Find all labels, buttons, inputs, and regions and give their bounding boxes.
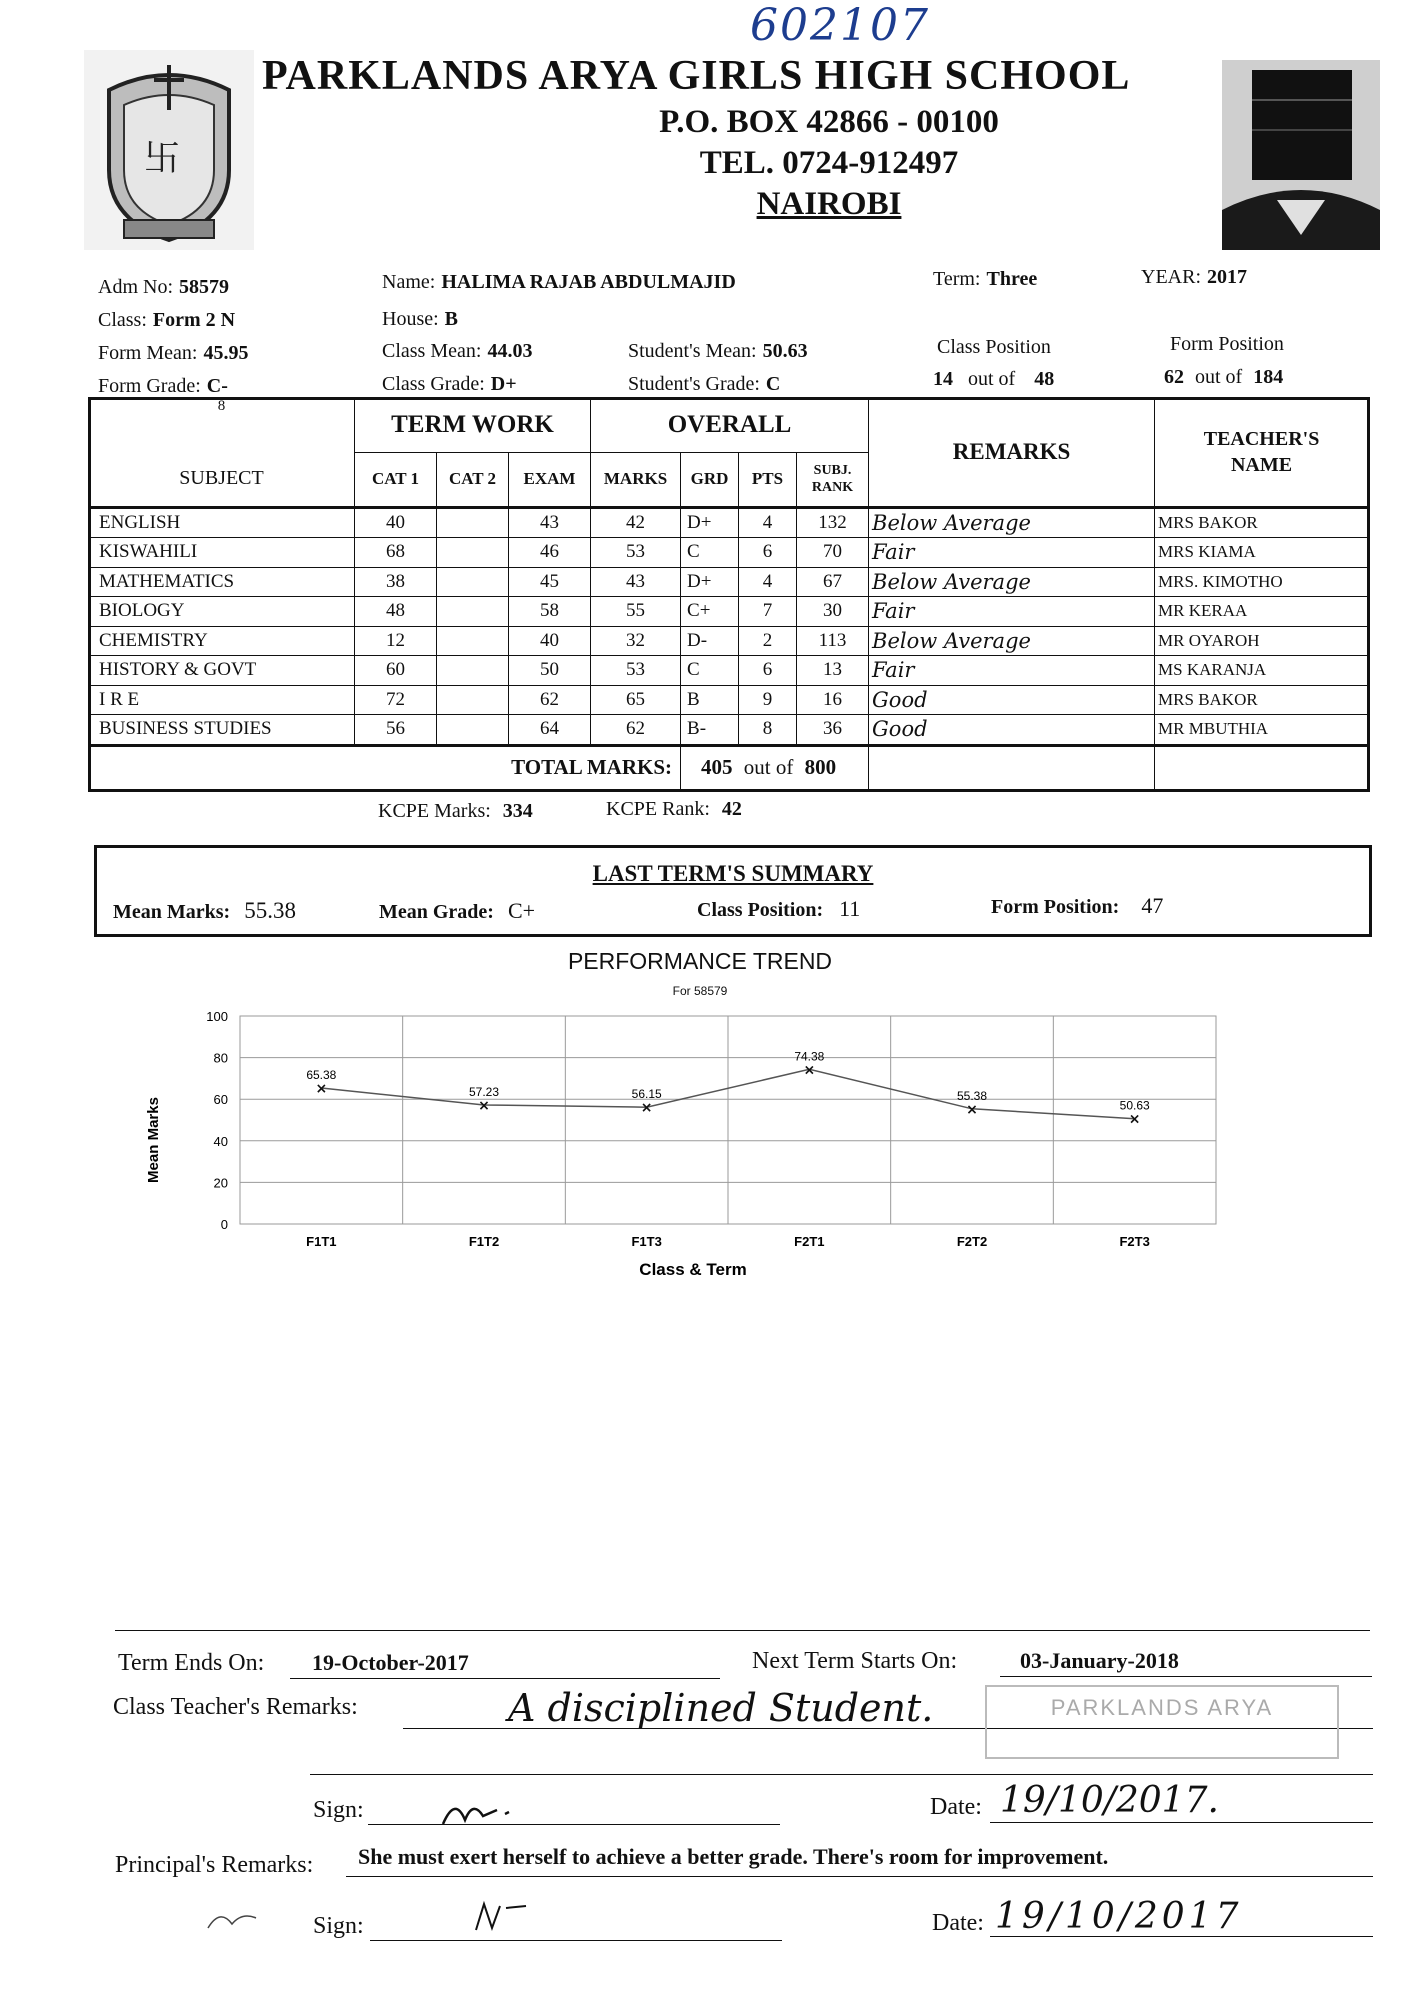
term-field: Term: Three <box>933 268 1038 290</box>
marks-table <box>88 397 1368 790</box>
cell-teacher: MR OYAROH <box>1155 626 1369 656</box>
cell-subject: I R E <box>89 685 355 715</box>
chart-y-tick-label: 20 <box>213 1175 228 1191</box>
principal-sign-label: Sign: <box>313 1913 364 1939</box>
cell-cat1: 12 <box>355 626 437 656</box>
class-grade-field: Class Grade: D+ <box>382 373 517 395</box>
cell-pts: 9 <box>739 685 797 715</box>
principal-remark-text: She must exert herself to achieve a better grade. There's room for improvement. <box>358 1844 1109 1869</box>
teacher-sign-label: Sign: <box>313 1797 364 1823</box>
cell-cat1: 40 <box>355 507 437 538</box>
chart-subtitle: For 58579 <box>672 984 728 998</box>
cell-pts: 7 <box>739 597 797 627</box>
term-work-header: TERM WORK <box>355 398 591 453</box>
cell-cat1: 72 <box>355 685 437 715</box>
cell-exam: 43 <box>509 507 591 538</box>
school-name: PARKLANDS ARYA GIRLS HIGH SCHOOL <box>262 53 1131 99</box>
chart-y-tick-label: 80 <box>213 1050 228 1066</box>
cell-pts: 6 <box>739 656 797 686</box>
cell-remarks: Below Average <box>869 507 1155 538</box>
cell-rank: 36 <box>797 715 869 746</box>
cell-remarks: Below Average <box>869 567 1155 597</box>
cell-cat2 <box>437 538 509 568</box>
form-position-label: Form Position <box>1170 333 1284 355</box>
cell-teacher: MS KARANJA <box>1155 656 1369 686</box>
cell-marks: 62 <box>591 715 681 746</box>
cell-cat2 <box>437 656 509 686</box>
last-term-class-position: Class Position: 11 <box>697 896 861 921</box>
remarks-header: REMARKS <box>869 398 1155 508</box>
cell-rank: 13 <box>797 656 869 686</box>
cell-teacher: MR KERAA <box>1155 597 1369 627</box>
chart-y-tick-label: 0 <box>220 1217 228 1232</box>
points-header: PTS <box>739 452 797 507</box>
cell-cat2 <box>437 626 509 656</box>
subject-rank-header: SUBJ. RANK <box>797 452 869 507</box>
student-name-field: Name: HALIMA RAJAB ABDULMAJID <box>382 271 736 293</box>
cell-grd: C <box>681 656 739 686</box>
cell-grd: C <box>681 538 739 568</box>
last-term-title: LAST TERM'S SUMMARY <box>592 861 874 886</box>
cell-marks: 53 <box>591 538 681 568</box>
total-marks-value: 405 out of 800 <box>681 745 869 789</box>
class-position-value: 14 out of 48 <box>933 368 1055 390</box>
principal-date-handwriting: 19/10/2017 <box>995 1896 1243 1937</box>
cell-pts: 4 <box>739 507 797 538</box>
cell-subject: BUSINESS STUDIES <box>89 715 355 746</box>
cell-marks: 53 <box>591 656 681 686</box>
next-term-underline <box>1000 1676 1372 1677</box>
principal-remark-underline <box>346 1876 1373 1877</box>
exam-header: EXAM <box>509 452 591 507</box>
chart-y-axis-label: Mean Marks <box>145 1097 162 1183</box>
table-row <box>89 715 1369 746</box>
last-term-mean-grade: Mean Grade: C+ <box>379 898 536 923</box>
cell-pts: 2 <box>739 626 797 656</box>
cell-grd: C+ <box>681 597 739 627</box>
cell-exam: 46 <box>509 538 591 568</box>
handwritten-reference-number: 602107 <box>750 0 930 51</box>
cell-subject: BIOLOGY <box>89 597 355 627</box>
cell-exam: 62 <box>509 685 591 715</box>
table-row <box>89 597 1369 627</box>
chart-data-point: × <box>315 1081 328 1098</box>
chart-data-label: 56.15 <box>631 1087 662 1102</box>
cell-grd: B- <box>681 715 739 746</box>
form-position-value: 62 out of 184 <box>1164 366 1284 388</box>
chart-data-label: 57.23 <box>468 1084 500 1099</box>
form-mean-field: Form Mean: 45.95 <box>98 342 249 364</box>
chart-x-tick-label: F1T2 <box>468 1234 500 1249</box>
next-term-label: Next Term Starts On: <box>752 1648 958 1674</box>
chart-data-point: × <box>640 1100 653 1117</box>
term-ends-underline <box>290 1678 720 1679</box>
teacher-sign-line <box>368 1824 780 1825</box>
cell-cat1: 56 <box>355 715 437 746</box>
cell-marks: 43 <box>591 567 681 597</box>
cell-subject: HISTORY & GOVT <box>89 656 355 686</box>
table-row <box>89 538 1369 568</box>
chart-data-label: 50.63 <box>1119 1098 1150 1113</box>
cell-cat2 <box>437 685 509 715</box>
cell-exam: 64 <box>509 715 591 746</box>
year-field: YEAR: 2017 <box>1141 266 1247 288</box>
cell-rank: 132 <box>797 507 869 538</box>
last-term-form-position: Form Position: 47 <box>991 893 1164 918</box>
cell-grd: D+ <box>681 567 739 597</box>
chart-data-point: × <box>803 1062 816 1079</box>
last-term-summary <box>94 845 1372 937</box>
form-grade-field: Form Grade: C- <box>98 375 228 397</box>
last-term-mean-marks: Mean Marks: 55.38 <box>113 898 296 923</box>
cell-exam: 58 <box>509 597 591 627</box>
principal-signature <box>470 1898 580 1938</box>
cell-marks: 42 <box>591 507 681 538</box>
performance-trend-chart <box>120 942 1250 1292</box>
table-row <box>89 685 1369 715</box>
school-city: NAIROBI <box>756 186 902 222</box>
chart-y-tick-label: 60 <box>213 1092 228 1108</box>
chart-title: PERFORMANCE TREND <box>567 948 833 974</box>
cell-remarks: Fair <box>869 538 1155 568</box>
total-teacher-cell <box>1155 745 1369 789</box>
principal-date-label: Date: <box>932 1910 984 1936</box>
cell-rank: 70 <box>797 538 869 568</box>
term-ends-label: Term Ends On: <box>118 1650 265 1676</box>
chart-data-label: 55.38 <box>956 1088 988 1103</box>
chart-data-point: × <box>1128 1111 1141 1128</box>
class-position-label: Class Position <box>937 336 1051 358</box>
overall-header: OVERALL <box>591 398 869 453</box>
cell-rank: 16 <box>797 685 869 715</box>
cell-teacher: MRS. KIMOTHO <box>1155 567 1369 597</box>
cell-rank: 67 <box>797 567 869 597</box>
grade-header: GRD <box>681 452 739 507</box>
class-teacher-remarks-label: Class Teacher's Remarks: <box>113 1694 358 1720</box>
chart-data-point: × <box>966 1101 978 1118</box>
cell-remarks: Good <box>869 715 1155 746</box>
cell-remarks: Fair <box>869 656 1155 686</box>
cell-teacher: MRS KIAMA <box>1155 538 1369 568</box>
cell-teacher: MRS BAKOR <box>1155 685 1369 715</box>
cat2-header: CAT 2 <box>437 452 509 507</box>
total-remarks-cell <box>869 745 1155 789</box>
chart-data-label: 74.38 <box>794 1049 825 1064</box>
svg-text:卐: 卐 <box>144 138 181 179</box>
teacher-date-handwriting: 19/10/2017. <box>1000 1780 1219 1821</box>
class-teacher-remark-handwriting: A disciplined Student. <box>508 1686 934 1730</box>
cell-rank: 113 <box>797 626 869 656</box>
cell-cat2 <box>437 567 509 597</box>
cell-subject: ENGLISH <box>89 507 355 538</box>
principal-date-line <box>990 1936 1373 1937</box>
cat1-header: CAT 1 <box>355 452 437 507</box>
teacher-date-line <box>990 1822 1373 1823</box>
class-field: Class: Form 2 N <box>98 309 236 331</box>
cell-pts: 6 <box>739 538 797 568</box>
chart-y-tick-label: 40 <box>213 1133 228 1149</box>
chart-x-tick-label: F1T3 <box>631 1234 662 1249</box>
cell-cat2 <box>437 507 509 538</box>
cell-cat1: 60 <box>355 656 437 686</box>
cell-exam: 50 <box>509 656 591 686</box>
chart-data-point: × <box>478 1097 490 1114</box>
school-telephone: TEL. 0724-912497 <box>699 145 959 181</box>
subject-header: SUBJECT <box>89 452 355 507</box>
cell-marks: 65 <box>591 685 681 715</box>
table-row <box>89 507 1369 538</box>
cell-exam: 45 <box>509 567 591 597</box>
chart-y-tick-label: 100 <box>206 1009 228 1024</box>
cell-remarks: Good <box>869 685 1155 715</box>
cell-rank: 30 <box>797 597 869 627</box>
principal-remarks-label: Principal's Remarks: <box>115 1852 314 1878</box>
table-row <box>89 626 1369 656</box>
cell-remarks: Below Average <box>869 626 1155 656</box>
cell-subject: MATHEMATICS <box>89 567 355 597</box>
adm-no-field: Adm No: 58579 <box>98 276 229 298</box>
cell-subject: CHEMISTRY <box>89 626 355 656</box>
principal-sign-line <box>370 1940 782 1941</box>
chart-x-tick-label: F2T2 <box>956 1234 988 1249</box>
cell-cat2 <box>437 715 509 746</box>
cell-marks: 32 <box>591 626 681 656</box>
student-mean-field: Student's Mean: 50.63 <box>628 340 808 362</box>
cell-teacher: MRS BAKOR <box>1155 507 1369 538</box>
total-marks-label: TOTAL MARKS: <box>89 745 681 789</box>
table-row <box>89 567 1369 597</box>
student-grade-field: Student's Grade: C <box>628 373 781 395</box>
cell-grd: D- <box>681 626 739 656</box>
chart-x-tick-label: F2T3 <box>1119 1234 1150 1249</box>
marks-header: MARKS <box>591 452 681 507</box>
school-stamp: PARKLANDS ARYA <box>985 1685 1339 1759</box>
chart-data-label: 65.38 <box>306 1068 337 1083</box>
cell-cat1: 38 <box>355 567 437 597</box>
next-term-date: 03-January-2018 <box>1020 1648 1179 1673</box>
cell-teacher: MR MBUTHIA <box>1155 715 1369 746</box>
term-ends-date: 19-October-2017 <box>312 1650 469 1675</box>
teacher-date-label: Date: <box>930 1794 982 1820</box>
teacher-name-header: TEACHER'S NAME <box>1155 398 1369 508</box>
class-teacher-remark-underline-2 <box>310 1774 1373 1775</box>
cell-exam: 40 <box>509 626 591 656</box>
kcpe-rank: KCPE Rank: 42 <box>606 798 742 820</box>
cell-marks: 55 <box>591 597 681 627</box>
school-po-box: P.O. BOX 42866 - 00100 <box>659 104 999 140</box>
cell-cat1: 68 <box>355 538 437 568</box>
cell-grd: D+ <box>681 507 739 538</box>
chart-plot-area <box>120 942 1250 1292</box>
chart-x-tick-label: F1T1 <box>306 1234 337 1249</box>
cell-pts: 8 <box>739 715 797 746</box>
house-field: House: B <box>382 308 459 330</box>
cell-remarks: Fair <box>869 597 1155 627</box>
cell-cat2 <box>437 597 509 627</box>
class-mean-field: Class Mean: 44.03 <box>382 340 533 362</box>
kcpe-marks: KCPE Marks: 334 <box>378 800 533 822</box>
teacher-signature <box>435 1790 525 1830</box>
chart-x-axis-label: Class & Term <box>639 1260 747 1279</box>
table-row <box>89 656 1369 686</box>
cell-grd: B <box>681 685 739 715</box>
cell-subject: KISWAHILI <box>89 538 355 568</box>
table-corner-mark: 8 <box>89 398 355 453</box>
cell-pts: 4 <box>739 567 797 597</box>
margin-mark <box>200 1898 290 1938</box>
footer-top-rule <box>115 1630 1370 1631</box>
chart-x-tick-label: F2T1 <box>794 1234 825 1249</box>
cell-cat1: 48 <box>355 597 437 627</box>
